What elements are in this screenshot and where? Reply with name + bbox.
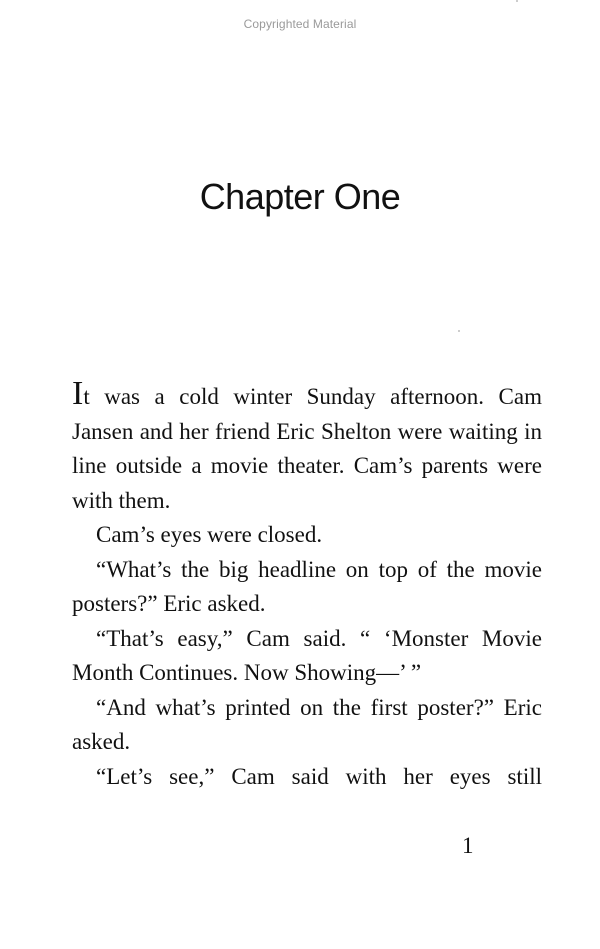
scan-speck bbox=[458, 330, 460, 332]
page-number: 1 bbox=[462, 833, 474, 858]
paragraph-1-text: t was a cold winter Sunday afternoon. Cam Jansen and her friend Eric Shelton were waiting in line outside a movie theater. Cam’s parents were with them. bbox=[72, 384, 542, 513]
drop-cap: I bbox=[72, 375, 84, 412]
watermark-top: Copyrighted Material bbox=[243, 17, 357, 31]
paragraph-3: “What’s the big headline on top of the movie posters?” Eric asked. bbox=[72, 556, 542, 616]
paragraph-5: “And what’s printed on the first poster?” Eric asked. bbox=[72, 694, 542, 754]
chapter-title: Chapter One bbox=[199, 176, 401, 217]
scan-speck bbox=[516, 0, 518, 2]
paragraph-1 bbox=[72, 375, 542, 518]
paragraph-4: “That’s easy,” Cam said. “ ‘Monster Movie Month Continues. Now Showing—’ ” bbox=[72, 625, 542, 685]
paragraph-6: “Let’s see,” Cam said with her eyes still bbox=[96, 763, 542, 789]
body-text bbox=[72, 375, 542, 794]
paragraph-2: Cam’s eyes were closed. bbox=[96, 522, 323, 547]
